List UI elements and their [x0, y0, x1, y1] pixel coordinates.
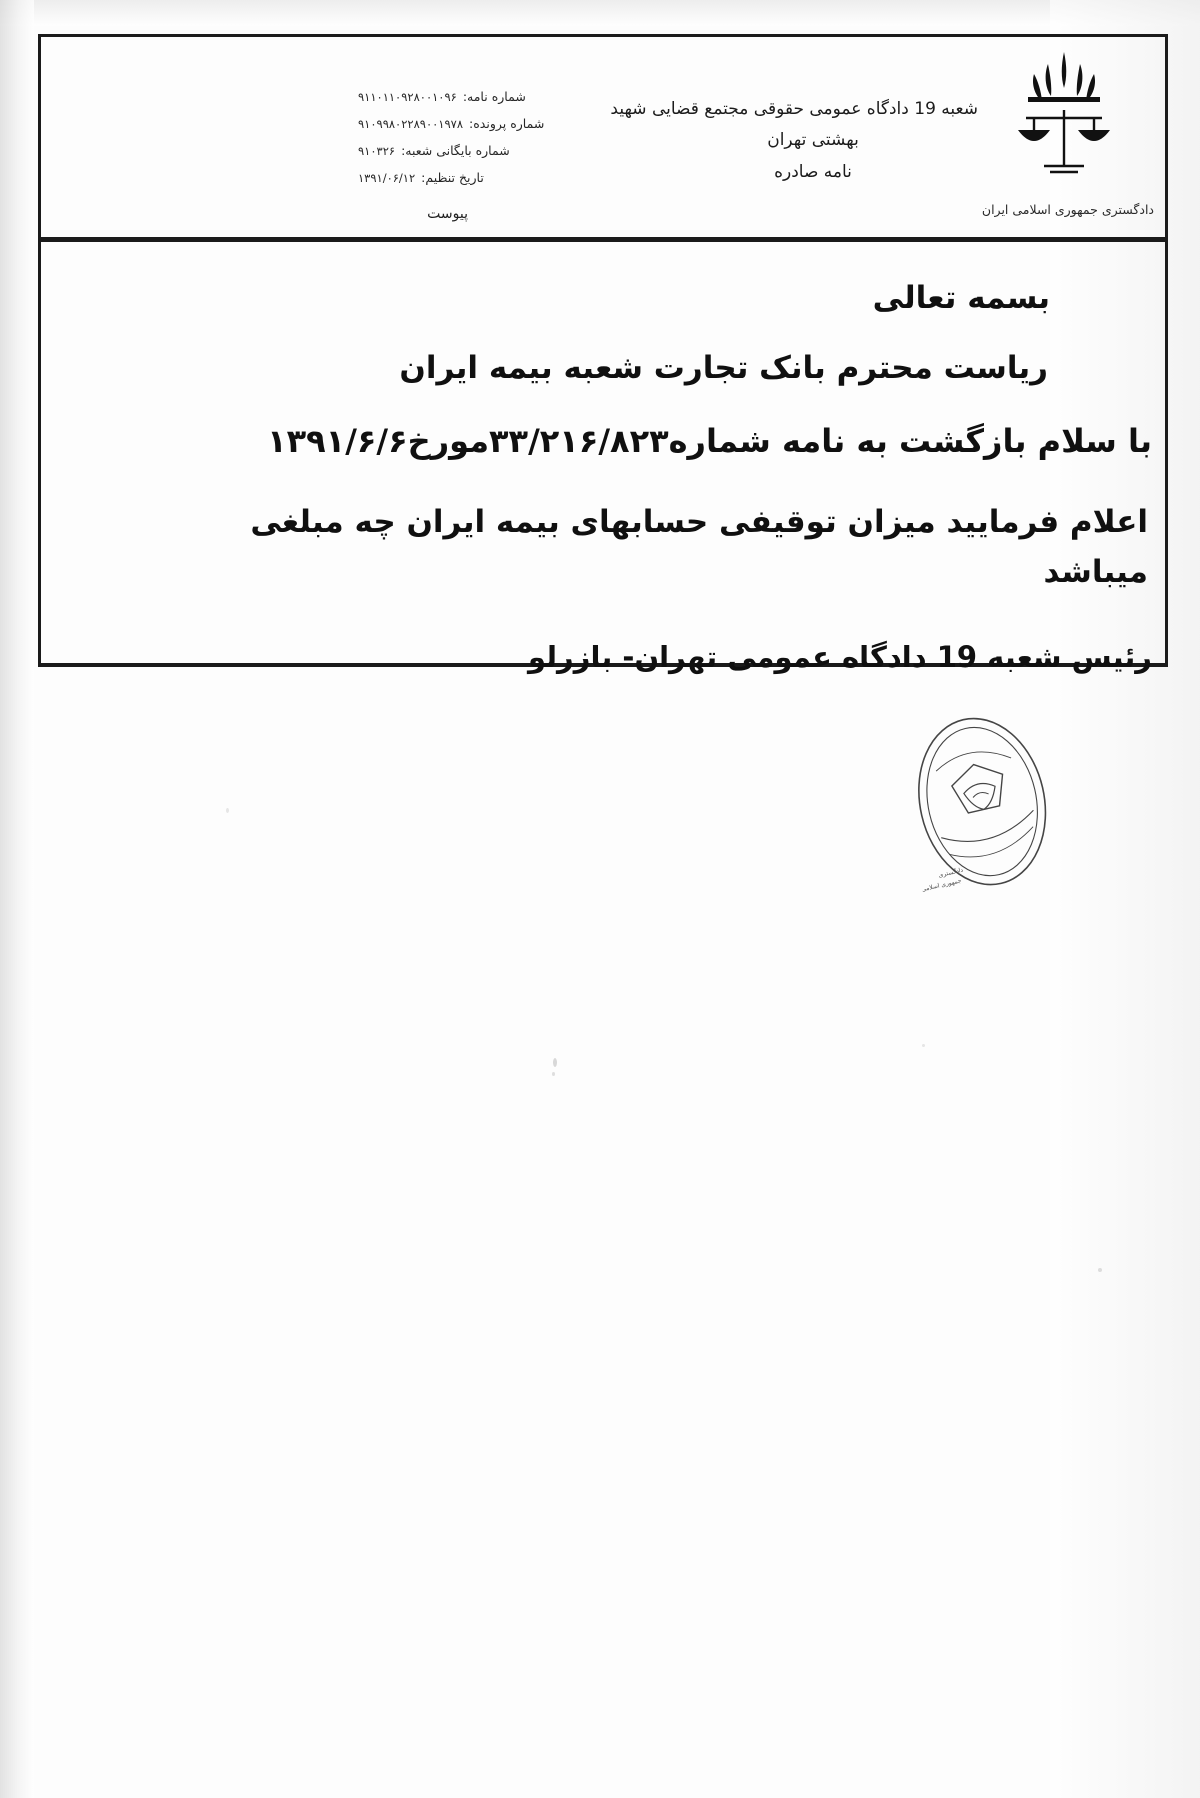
organization-name: دادگستری جمهوری اسلامی ایران — [981, 202, 1154, 217]
meta-label-case-number: شماره پرونده: — [469, 115, 545, 131]
scan-edge-top — [0, 0, 1200, 26]
scan-speck — [553, 1058, 557, 1067]
letter-body — [38, 242, 1168, 674]
meta-label-letter-number: شماره نامه: — [462, 89, 526, 104]
scan-edge-left — [0, 0, 34, 1798]
iran-emblem-icon — [1004, 48, 1124, 178]
meta-value-date: ۱۳۹۱/۰۶/۱۲ — [358, 170, 416, 185]
court-title-line-1: شعبه 19 دادگاه عمومی حقوقی مجتمع قضایی شهید — [610, 99, 978, 119]
addressee-text: ریاست محترم بانک تجارت شعبه بیمه ایران — [399, 350, 1048, 386]
court-title — [610, 94, 978, 188]
meta-row — [358, 84, 608, 111]
scan-speck — [226, 808, 229, 813]
svg-text:جمهوری اسلامی: جمهوری اسلامی — [920, 877, 963, 894]
invocation-text: بسمه تعالی — [872, 280, 1050, 316]
attachment-label: پیوست — [427, 206, 468, 222]
meta-row — [358, 111, 608, 138]
svg-text:دادگستری: دادگستری — [937, 866, 964, 880]
court-title-line-2: بهشتی تهران — [767, 130, 859, 151]
court-title-line-3: نامه صادره — [774, 161, 852, 182]
request-text-line-1: اعلام فرمایید میزان توقیفی حسابهای بیمه ایران چه مبلغی — [250, 504, 1148, 540]
reference-text: با سلام بازگشت به نامه شماره۳۳/۲۱۶/۸۲۳مورخ۱۳۹۱/۶/۶ — [267, 422, 1152, 460]
scan-speck — [1098, 1268, 1102, 1272]
letter-meta — [358, 84, 608, 192]
meta-value-case-number: ۹۱۰۹۹۸۰۲۲۸۹۰۰۱۹۷۸ — [358, 116, 464, 131]
meta-row — [358, 138, 608, 165]
meta-value-archive-number: ۹۱۰۳۲۶ — [358, 143, 396, 158]
letter-header — [38, 34, 1168, 237]
meta-value-letter-number: ۹۱۱۰۱۱۰۹۲۸۰۰۱۰۹۶ — [358, 90, 457, 104]
request-text-line-2: میباشد — [1043, 554, 1148, 590]
meta-label-archive-number: شماره بایگانی شعبه: — [401, 142, 510, 158]
scan-speck — [922, 1044, 925, 1047]
meta-row — [358, 165, 608, 192]
scan-speck — [552, 1072, 555, 1076]
signature-text: رئیس شعبه 19 دادگاه عمومی تهران- بازرلو — [527, 640, 1152, 674]
letterhead-frame — [38, 34, 1168, 674]
meta-label-date: تاریخ تنظیم: — [421, 169, 484, 185]
